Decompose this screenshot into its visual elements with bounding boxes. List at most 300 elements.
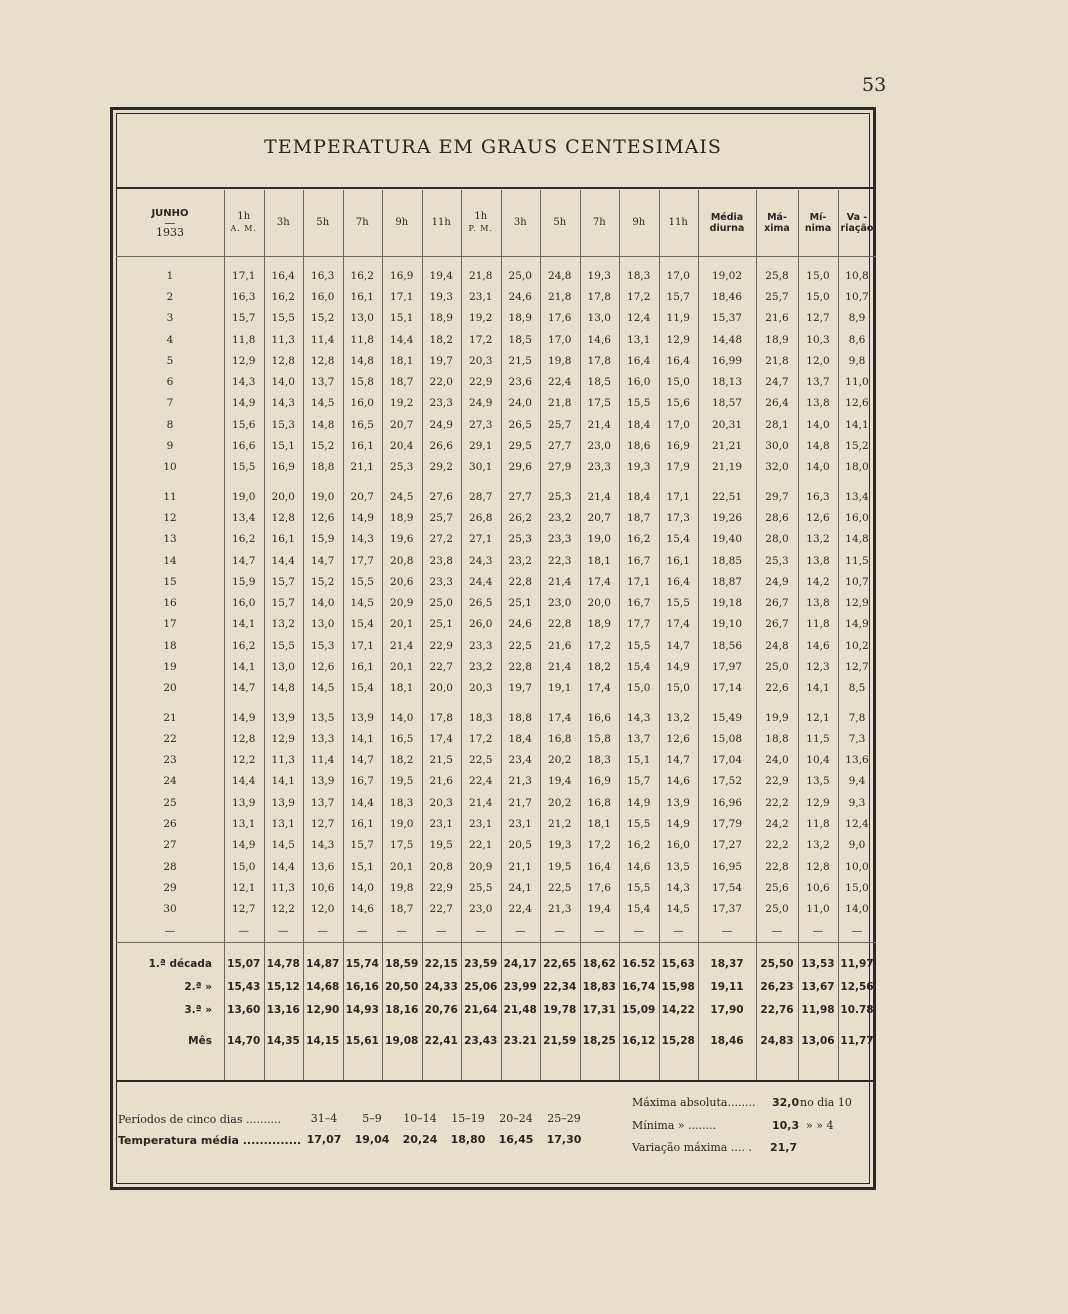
table-cell: 14,7 — [666, 754, 690, 767]
table-cell: 17,5 — [390, 839, 414, 852]
table-cell: 21,8 — [765, 354, 789, 367]
table-cell: 25,7 — [548, 418, 572, 431]
table-cell: 14,8 — [845, 533, 869, 546]
decade-cell: 25,06 — [464, 981, 498, 994]
column-header-bottom: riação — [840, 223, 874, 234]
table-cell: 15,5 — [271, 639, 295, 652]
table-cell: 13,0 — [587, 312, 611, 325]
table-cell: 10,7 — [845, 575, 869, 588]
table-cell: 15,4 — [350, 618, 374, 631]
day-number: 17 — [163, 618, 177, 631]
column-rule — [580, 190, 581, 1080]
summary-rule — [116, 942, 876, 953]
table-cell: 11,5 — [806, 732, 830, 745]
table-cell: 14,4 — [271, 860, 295, 873]
table-cell: 14,9 — [627, 796, 651, 809]
day-number: 5 — [166, 354, 174, 367]
table-row — [116, 592, 876, 613]
period-temperature: 19,04 — [354, 1133, 390, 1146]
table-cell: 21,4 — [587, 418, 611, 431]
column-header-top: 1h — [474, 211, 488, 222]
table-cell: 10,3 — [806, 333, 830, 346]
max-abs-value: 32,0 — [772, 1096, 800, 1109]
table-cell: 13,7 — [806, 376, 830, 389]
period-temperature: 16,45 — [498, 1133, 534, 1146]
month-cell: 15,61 — [345, 1035, 379, 1048]
column-header-top: 3h — [513, 217, 527, 228]
table-cell: 25,6 — [765, 881, 789, 894]
column-header — [422, 190, 462, 257]
table-cell: 27,6 — [429, 490, 453, 503]
table-cell: 14,5 — [311, 397, 335, 410]
table-cell: 23,1 — [469, 290, 493, 303]
table-cell: 15,5 — [271, 312, 295, 325]
temperature-mean-row — [300, 1133, 590, 1146]
month-label: Mês — [188, 1035, 212, 1048]
table-cell: 15,5 — [627, 639, 651, 652]
column-header-top: 1h — [237, 211, 251, 222]
table-cell: 12,0 — [311, 903, 335, 916]
table-cell: 22,1 — [469, 839, 493, 852]
table-cell: 14,9 — [666, 660, 690, 673]
table-cell: 19,0 — [232, 490, 256, 503]
column-header-top: 7h — [355, 217, 369, 228]
column-rule — [698, 190, 699, 1080]
table-cell: 20,6 — [390, 575, 414, 588]
table-cell: 23,2 — [548, 511, 572, 524]
table-cell: 19,18 — [711, 597, 743, 610]
table-cell: 22,9 — [429, 881, 453, 894]
table-cell: 14,2 — [806, 575, 830, 588]
day-number: 6 — [166, 376, 174, 389]
table-cell: 18,3 — [627, 269, 651, 282]
table-cell: 14,7 — [350, 754, 374, 767]
table-cell: 16,3 — [232, 290, 256, 303]
table-cell: 18,4 — [508, 732, 532, 745]
table-cell: 26,5 — [508, 418, 532, 431]
decade-gap — [116, 478, 876, 486]
table-cell: 10,8 — [845, 269, 869, 282]
day-number: 28 — [163, 860, 177, 873]
table-cell: 15,9 — [311, 533, 335, 546]
column-header — [698, 190, 756, 257]
table-cell: 22,0 — [429, 376, 453, 389]
table-cell: 24,1 — [508, 881, 532, 894]
table-cell: 14,8 — [350, 354, 374, 367]
table-row — [116, 813, 876, 834]
table-cell: 18,85 — [711, 554, 743, 567]
table-cell: 15,5 — [627, 818, 651, 831]
decade-label: 3.ª » — [184, 1004, 212, 1017]
table-cell: 22,7 — [429, 660, 453, 673]
day-number: 22 — [163, 732, 177, 745]
table-cell: 22,2 — [765, 839, 789, 852]
table-cell: 13,5 — [666, 860, 690, 873]
dash-row — [116, 920, 876, 943]
page-title: TEMPERATURA EM GRAUS CENTESIMAIS — [264, 136, 722, 158]
table-cell: 17,6 — [587, 881, 611, 894]
table-cell: 17,4 — [666, 618, 690, 631]
table-cell: 16,0 — [311, 290, 335, 303]
table-cell: 23,1 — [469, 818, 493, 831]
table-cell: 20,7 — [587, 511, 611, 524]
day-number: 13 — [163, 533, 177, 546]
decade-cell: 20,76 — [424, 1004, 458, 1017]
decade-cell: 25,50 — [760, 958, 794, 971]
table-cell: 12,1 — [806, 711, 830, 724]
table-cell: 25,3 — [508, 533, 532, 546]
table-cell: 14,48 — [711, 333, 743, 346]
table-cell: 24,4 — [469, 575, 493, 588]
table-row — [116, 771, 876, 792]
table-cell: 24,5 — [390, 490, 414, 503]
decade-cell: 24,33 — [424, 981, 458, 994]
table-cell: 13,9 — [311, 775, 335, 788]
table-cell: 14,8 — [271, 682, 295, 695]
table-row — [116, 507, 876, 528]
table-cell: 14,3 — [666, 881, 690, 894]
table-cell: 20,2 — [548, 754, 572, 767]
title-rule — [116, 187, 876, 189]
table-cell: 17,1 — [627, 575, 651, 588]
day-number: 30 — [163, 903, 177, 916]
dash-cell: — — [633, 924, 644, 937]
table-cell: 20,5 — [508, 839, 532, 852]
column-header — [798, 190, 838, 257]
table-row — [116, 835, 876, 856]
column-header-top: 3h — [276, 217, 290, 228]
table-row — [116, 707, 876, 728]
column-rule — [303, 190, 304, 1080]
table-cell: 12,8 — [806, 860, 830, 873]
table-cell: 26,7 — [765, 597, 789, 610]
table-cell: 26,6 — [429, 440, 453, 453]
table-cell: 27,7 — [548, 440, 572, 453]
table-cell: 24,0 — [508, 397, 532, 410]
day-number: 8 — [166, 418, 174, 431]
table-cell: 22,4 — [508, 903, 532, 916]
table-cell: 13,9 — [232, 796, 256, 809]
table-cell: 11,4 — [311, 754, 335, 767]
table-cell: 18,1 — [390, 682, 414, 695]
table-cell: 17,6 — [548, 312, 572, 325]
table-cell: 14,1 — [845, 418, 869, 431]
table-cell: 19,2 — [390, 397, 414, 410]
table-cell: 17,0 — [548, 333, 572, 346]
month-cell: 22,41 — [424, 1035, 458, 1048]
table-row — [116, 678, 876, 699]
table-cell: 16,99 — [711, 354, 743, 367]
table-cell: 20,2 — [548, 796, 572, 809]
table-cell: 21,6 — [765, 312, 789, 325]
table-row — [116, 635, 876, 656]
table-cell: 15,0 — [666, 376, 690, 389]
table-cell: 15,7 — [271, 575, 295, 588]
table-cell: 24,8 — [548, 269, 572, 282]
table-cell: 13,9 — [666, 796, 690, 809]
table-cell: 22,8 — [765, 860, 789, 873]
table-cell: 15,0 — [232, 860, 256, 873]
table-cell: 18,5 — [508, 333, 532, 346]
table-cell: 14,6 — [666, 775, 690, 788]
table-cell: 22,8 — [508, 575, 532, 588]
period-item: 31–4 — [310, 1112, 338, 1125]
table-cell: 27,3 — [469, 418, 493, 431]
table-cell: 12,6 — [311, 511, 335, 524]
decade-cell: 21,48 — [503, 1004, 537, 1017]
table-cell: 20,31 — [711, 418, 743, 431]
table-cell: 15,5 — [350, 575, 374, 588]
periods-row — [300, 1112, 590, 1125]
table-cell: 18,4 — [627, 418, 651, 431]
table-cell: 15,7 — [350, 839, 374, 852]
table-cell: 22,8 — [548, 618, 572, 631]
table-cell: 19,40 — [711, 533, 743, 546]
table-cell: 17,4 — [587, 575, 611, 588]
decade-cell: 15,74 — [345, 958, 379, 971]
table-cell: 29,6 — [508, 461, 532, 474]
table-cell: 26,4 — [765, 397, 789, 410]
table-cell: 15,7 — [271, 597, 295, 610]
decade-row — [116, 999, 876, 1022]
table-cell: 15,8 — [350, 376, 374, 389]
period-item: 10–14 — [403, 1112, 437, 1125]
table-cell: 13,9 — [350, 711, 374, 724]
table-cell: 27,9 — [548, 461, 572, 474]
table-cell: 12,9 — [232, 354, 256, 367]
decade-cell: 22,34 — [543, 981, 577, 994]
table-cell: 14,1 — [350, 732, 374, 745]
table-cell: 19,4 — [587, 903, 611, 916]
day-number: 10 — [163, 461, 177, 474]
table-cell: 15,4 — [350, 682, 374, 695]
column-header-bottom: P. M. — [468, 224, 494, 233]
day-number: 21 — [163, 711, 177, 724]
max-abs-label: Máxima absoluta........ — [632, 1096, 756, 1109]
table-cell: 19,0 — [587, 533, 611, 546]
table-cell: 25,0 — [508, 269, 532, 282]
column-rule — [422, 190, 423, 1080]
table-cell: 18,7 — [390, 376, 414, 389]
table-row — [116, 792, 876, 813]
month-cell: 18,25 — [582, 1035, 616, 1048]
table-cell: 12,9 — [666, 333, 690, 346]
table-cell: 13,2 — [806, 839, 830, 852]
table-cell: 21,4 — [390, 639, 414, 652]
table-row — [116, 414, 876, 435]
table-cell: 19,7 — [508, 682, 532, 695]
table-cell: 10,4 — [806, 754, 830, 767]
table-cell: 18,0 — [845, 461, 869, 474]
table-cell: 15,2 — [311, 440, 335, 453]
min-value: 10,3 — [772, 1119, 800, 1132]
table-cell: 12,8 — [311, 354, 335, 367]
column-header-top: Má- — [767, 212, 787, 223]
table-cell: 16,4 — [271, 269, 295, 282]
column-header-top: Média — [710, 212, 744, 223]
column-header-top: 5h — [316, 217, 330, 228]
table-cell: 24,9 — [469, 397, 493, 410]
day-number: 2 — [166, 290, 174, 303]
table-cell: 16,1 — [350, 440, 374, 453]
table-cell: 15,6 — [666, 397, 690, 410]
table-cell: 25,1 — [429, 618, 453, 631]
table-cell: 17,1 — [350, 639, 374, 652]
table-cell: 22,7 — [429, 903, 453, 916]
table-cell: 12,3 — [806, 660, 830, 673]
table-cell: 21,4 — [469, 796, 493, 809]
decade-cell: 16,16 — [345, 981, 379, 994]
table-cell: 21,3 — [548, 903, 572, 916]
table-cell: 18,2 — [587, 660, 611, 673]
column-rule — [343, 190, 344, 1080]
table-cell: 20,8 — [390, 554, 414, 567]
table-cell: 14,5 — [350, 597, 374, 610]
table-cell: 12,4 — [845, 818, 869, 831]
column-rule — [461, 190, 462, 1080]
month-cell: 15,28 — [661, 1035, 695, 1048]
table-cell: 21,5 — [508, 354, 532, 367]
dash-cell: — — [164, 924, 176, 937]
table-cell: 10,6 — [311, 881, 335, 894]
table-cell: 19,3 — [429, 290, 453, 303]
column-rule — [382, 190, 383, 1080]
table-row — [116, 728, 876, 749]
table-cell: 23,0 — [548, 597, 572, 610]
table-row — [116, 750, 876, 771]
decade-cell: 15,09 — [622, 1004, 656, 1017]
decade-cell: 12,56 — [840, 981, 874, 994]
table-cell: 16,2 — [627, 839, 651, 852]
table-cell: 32,0 — [765, 461, 789, 474]
decade-label: 2.ª » — [184, 981, 212, 994]
table-cell: 16,9 — [271, 461, 295, 474]
table-cell: 19,02 — [711, 269, 743, 282]
table-cell: 12,9 — [806, 796, 830, 809]
table-cell: 10,2 — [845, 639, 869, 652]
day-number: 3 — [166, 312, 174, 325]
footer-rule — [116, 1080, 876, 1082]
period-item: 20–24 — [499, 1112, 533, 1125]
table-cell: 22,5 — [469, 754, 493, 767]
table-cell: 27,7 — [508, 490, 532, 503]
table-cell: 14,3 — [627, 711, 651, 724]
decade-cell: 14,68 — [306, 981, 340, 994]
table-cell: 22,4 — [548, 376, 572, 389]
table-cell: 16,0 — [232, 597, 256, 610]
table-cell: 15,3 — [271, 418, 295, 431]
table-cell: 7,3 — [848, 732, 866, 745]
dash-cell: — — [851, 924, 863, 937]
column-rule — [659, 190, 660, 1080]
decade-cell: 11,97 — [840, 958, 874, 971]
table-cell: 8,6 — [848, 333, 866, 346]
table-cell: 15,5 — [627, 397, 651, 410]
day-number: 9 — [166, 440, 174, 453]
table-cell: 21,1 — [350, 461, 374, 474]
table-cell: 12,0 — [806, 354, 830, 367]
table-cell: 16,9 — [390, 269, 414, 282]
table-row — [116, 877, 876, 898]
day-number: 24 — [163, 775, 177, 788]
table-cell: 11,3 — [271, 754, 295, 767]
decade-label: 1.ª década — [148, 958, 212, 971]
table-cell: 18,9 — [765, 333, 789, 346]
dash-cell: — — [396, 924, 407, 937]
table-cell: 15,4 — [666, 533, 690, 546]
table-cell: 17,1 — [390, 290, 414, 303]
table-cell: 15,5 — [232, 461, 256, 474]
table-cell: 12,4 — [627, 312, 651, 325]
dash-cell: — — [317, 924, 328, 937]
table-cell: 17,52 — [711, 775, 743, 788]
table-cell: 14,7 — [311, 554, 335, 567]
table-cell: 15,49 — [711, 711, 743, 724]
period-temperature: 17,07 — [306, 1133, 342, 1146]
table-cell: 14,0 — [271, 376, 295, 389]
day-number: 19 — [163, 660, 177, 673]
decade-cell: 15,07 — [227, 958, 261, 971]
table-cell: 17,37 — [711, 903, 743, 916]
day-number: 16 — [163, 597, 177, 610]
month-cell: 14,15 — [306, 1035, 340, 1048]
table-cell: 19,1 — [548, 682, 572, 695]
table-cell: 15,1 — [350, 860, 374, 873]
table-cell: 16,9 — [666, 440, 690, 453]
table-cell: 14,1 — [232, 660, 256, 673]
table-cell: 14,5 — [311, 682, 335, 695]
table-cell: 18,9 — [429, 312, 453, 325]
table-cell: 10,7 — [845, 290, 869, 303]
table-cell: 19,6 — [390, 533, 414, 546]
temperature-mean-label: Temperatura média .............. — [118, 1134, 302, 1147]
decade-row — [116, 976, 876, 999]
table-cell: 25,3 — [390, 461, 414, 474]
table-cell: 23,2 — [469, 660, 493, 673]
table-cell: 24,0 — [765, 754, 789, 767]
column-header — [838, 190, 876, 257]
table-cell: 13,2 — [271, 618, 295, 631]
table-cell: 20,0 — [429, 682, 453, 695]
table-cell: 19,0 — [390, 818, 414, 831]
table-cell: 23,8 — [429, 554, 453, 567]
decade-cell: 26,23 — [760, 981, 794, 994]
table-cell: 21,7 — [508, 796, 532, 809]
table-cell: 20,3 — [469, 354, 493, 367]
table-cell: 14,9 — [232, 839, 256, 852]
table-cell: 20,3 — [429, 796, 453, 809]
decade-cell: 13,60 — [227, 1004, 261, 1017]
month-cell: 14,70 — [227, 1035, 261, 1048]
table-row — [116, 614, 876, 635]
column-rule — [224, 190, 225, 1080]
table-cell: 14,6 — [350, 903, 374, 916]
table-cell: 12,8 — [271, 511, 295, 524]
table-cell: 13,6 — [311, 860, 335, 873]
decade-cell: 14,93 — [345, 1004, 379, 1017]
table-cell: 12,8 — [271, 354, 295, 367]
table-cell: 16,1 — [666, 554, 690, 567]
table-cell: 12,6 — [845, 397, 869, 410]
table-cell: 17,3 — [666, 511, 690, 524]
table-cell: 13,8 — [806, 597, 830, 610]
dash-cell: — — [515, 924, 526, 937]
header-row — [116, 190, 876, 257]
table-cell: 12,6 — [311, 660, 335, 673]
table-cell: 18,13 — [711, 376, 743, 389]
table-cell: 16,95 — [711, 860, 743, 873]
table-cell: 19,4 — [429, 269, 453, 282]
